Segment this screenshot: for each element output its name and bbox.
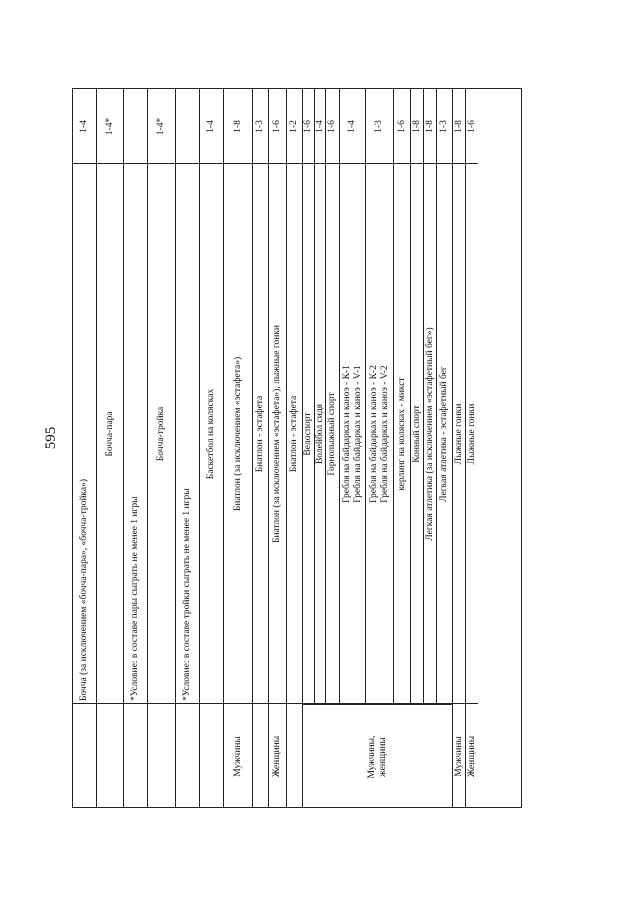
table-row: [393, 89, 410, 808]
sport-cell: Бочча-тройка: [156, 406, 166, 462]
sport-cell: Волейбол сидя: [314, 403, 325, 465]
table-row: [365, 89, 393, 808]
sport-cell: Легкая атлетика - эстафетный бег: [439, 366, 449, 502]
sports-table: [72, 88, 522, 808]
column-divider: [73, 163, 478, 164]
sport-cell: Гребля на байдарках и каноэ - К-1 Гребля на байдарках и каноэ - V-1: [341, 365, 363, 503]
table-row: [410, 89, 423, 808]
table-row: [223, 89, 252, 808]
age-range-cell: [124, 89, 147, 164]
page-number: 595: [43, 426, 59, 450]
age-range-cell: 1-2: [289, 120, 299, 133]
sport-cell: *Условие: в составе пары сыграть не менее 1 игры: [130, 496, 140, 701]
sport-cell: Горнолыжный спорт: [327, 392, 337, 476]
table-row: [302, 89, 314, 808]
table-row: [96, 89, 123, 808]
table-row: [423, 89, 436, 808]
group-cell: Мужчины: [453, 736, 464, 777]
sport-cell: Биатлон - эстафета: [255, 395, 265, 473]
age-range-cell: 1-3: [439, 120, 449, 133]
table-row: [286, 89, 302, 808]
sport-cell: Конный спорт: [411, 405, 422, 463]
sport-cell: Велоспорт: [303, 412, 313, 456]
sport-cell: Гребля на байдарках и каноэ - К-2 Гребля на байдарках и каноэ - V-2: [368, 365, 390, 503]
sport-cell: Лыжные гонки: [453, 403, 464, 465]
group-cell: Мужчины: [232, 736, 243, 777]
age-range-cell: 1-4: [314, 120, 325, 133]
table-row: [252, 89, 268, 808]
sport-cell: *Условие: в составе тройки сыграть не менее 1 игры: [182, 488, 192, 701]
group-cell: [124, 704, 147, 808]
group-cell: [200, 704, 223, 808]
sport-cell: Биатлон (за исключением «эстафета»): [232, 356, 243, 512]
age-range-cell: [176, 89, 199, 164]
group-cell: [287, 704, 302, 808]
table-row: [325, 89, 339, 808]
table-row: [123, 89, 147, 808]
age-range-cell: 1-4: [347, 120, 357, 133]
table-row: [268, 89, 286, 808]
group-cell: [73, 704, 96, 808]
table-row: [73, 89, 96, 808]
table-row: [147, 89, 175, 808]
age-range-cell: 1-8: [232, 120, 243, 133]
group-cell: Женщины: [466, 735, 477, 778]
group-cell: [176, 704, 199, 808]
sport-cell: Бочча-пара: [104, 411, 115, 457]
group-cell: Женщины: [272, 735, 282, 778]
age-range-cell: 1-6: [466, 120, 477, 133]
age-range-cell: 1-4: [206, 120, 216, 133]
group-cell: [148, 704, 175, 808]
age-range-cell: 1-8: [411, 120, 422, 133]
table-row: [175, 89, 199, 808]
table-row: [465, 89, 478, 808]
age-range-cell: 1-4*: [104, 117, 115, 136]
table-row: [339, 89, 365, 808]
group-cell: [253, 704, 268, 808]
age-range-cell: 1-3: [255, 120, 265, 133]
table-row: [199, 89, 223, 808]
age-range-cell: 1-8: [424, 120, 435, 133]
group-cell: [97, 704, 123, 808]
sport-cell: Баскетбол на колясках: [206, 388, 216, 480]
table-landscape-body: [73, 89, 522, 808]
age-range-cell: 1-4: [79, 120, 89, 133]
age-range-cell: 1-6: [303, 120, 313, 133]
age-range-cell: 1-6: [396, 120, 407, 133]
sport-cell: Бочча (за исключением «бочча-пара», «бочча-тройка»): [79, 478, 89, 701]
sport-cell: керлинг на колясках - микст: [396, 377, 407, 491]
age-range-cell: 1-3: [374, 120, 384, 133]
sport-cell: Биатлон (за исключением «эстафета»), лыжные гонки: [272, 324, 282, 544]
age-range-cell: 1-8: [453, 120, 464, 133]
age-range-cell: 1-6: [327, 120, 337, 133]
table-row: [436, 89, 452, 808]
sport-cell: Легкая атлетика (за исключением «эстафетный бег»): [424, 327, 435, 541]
age-range-cell: 1-6: [272, 120, 282, 133]
sport-cell: Биатлон - эстафета: [289, 395, 299, 473]
merged-group-cell: Мужчины, женщины: [302, 704, 452, 808]
sport-cell: Лыжные гонки: [466, 403, 477, 465]
table-row: [314, 89, 325, 808]
table-row: [452, 89, 465, 808]
age-range-cell: 1-4*: [156, 117, 166, 136]
